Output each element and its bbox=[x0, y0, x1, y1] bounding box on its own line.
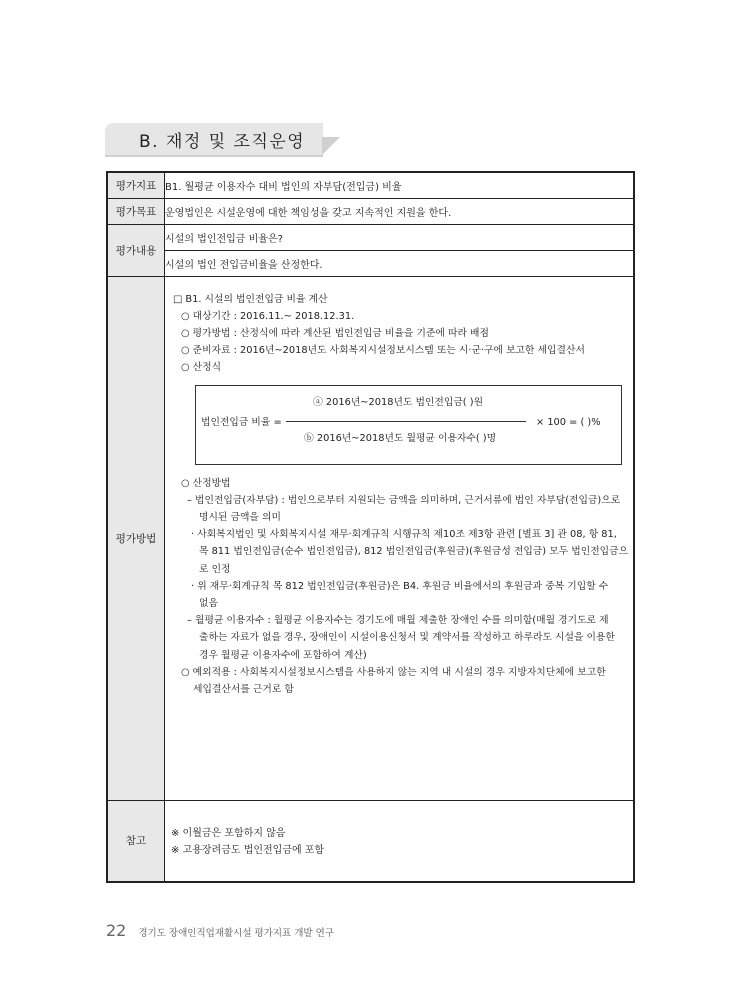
section-title: B. 재정 및 조직운영 bbox=[139, 131, 306, 152]
page-footer bbox=[106, 921, 334, 940]
calc-a-cont: 명시된 금액을 의미 bbox=[199, 511, 281, 523]
calc-d: – 월평균 이용자수 : 월평균 이용자수는 경기도에 매월 제출한 장애인 수를 의미함(매월 경기도로 제 bbox=[187, 615, 609, 627]
indicator-value: B1. 월평균 이용자수 대비 법인의 자부담(전입금) 비율 bbox=[165, 172, 635, 198]
formula-rhs: × 100 = ( )% bbox=[536, 416, 601, 428]
row-indicator bbox=[107, 172, 634, 198]
note-1: ※ 이월금은 포함하지 않음 bbox=[171, 827, 286, 839]
page-number: 22 bbox=[106, 921, 127, 940]
calc-b: · 사회복지법인 및 사회복지시설 재무·회계규칙 시행규칙 제10조 제3항 관련 [별표 3] 관 08, 항 81, bbox=[191, 529, 617, 541]
row-goal bbox=[107, 198, 634, 224]
formula-box bbox=[195, 385, 622, 465]
section-underline bbox=[105, 155, 323, 157]
calc-c-cont: 없음 bbox=[199, 597, 218, 609]
goal-value: 운영법인은 시설운영에 대한 책임성을 갖고 지속적인 지원을 한다. bbox=[165, 198, 635, 224]
method-label: 평가방법 bbox=[107, 276, 165, 800]
method-approach: ○ 평가방법 : 산정식에 따라 계산된 법인전입금 비율을 기준에 따라 배점 bbox=[181, 327, 489, 339]
formula-numerator: ⓐ 2016년~2018년도 법인전입금( )원 bbox=[313, 396, 484, 408]
evaluation-table bbox=[106, 171, 635, 883]
note-content bbox=[165, 800, 635, 882]
formula-denominator: ⓑ 2016년~2018년도 월평균 이용자수( )명 bbox=[304, 432, 497, 444]
formula-fraction-line bbox=[286, 421, 526, 422]
formula-lhs: 법인전입금 비율 = bbox=[201, 416, 282, 428]
calc-b-cont2: 로 인정 bbox=[199, 563, 231, 575]
calc-d-cont2: 경우 월평균 이용자수에 포함하여 계산) bbox=[199, 649, 367, 661]
method-content bbox=[165, 276, 635, 800]
method-period: ○ 대상기간 : 2016.11.~ 2018.12.31. bbox=[181, 310, 355, 322]
goal-label: 평가목표 bbox=[107, 198, 165, 224]
calc-title: ○ 산정방법 bbox=[181, 477, 231, 489]
indicator-label: 평가지표 bbox=[107, 172, 165, 198]
content-label: 평가내용 bbox=[107, 224, 165, 276]
method-heading: □ B1. 시설의 법인전입금 비율 계산 bbox=[173, 293, 328, 305]
exception-cont: 세입결산서를 근거로 함 bbox=[193, 683, 294, 695]
content-question: 시설의 법인전입금 비율은? bbox=[165, 224, 635, 250]
calc-c: · 위 재무·회계규칙 목 812 법인전입금(후원금)은 B4. 후원금 비율에서의 후원금과 중복 기입할 수 bbox=[191, 580, 609, 592]
row-content-2 bbox=[107, 250, 634, 276]
calc-b-cont: 목 811 법인전입금(순수 법인전입금), 812 법인전입금(후원금)(후원금성 전입금) 모두 법인전입금으 bbox=[199, 546, 629, 558]
section-header bbox=[105, 123, 323, 155]
note-2: ※ 고용장려금도 법인전입금에 포함 bbox=[171, 844, 325, 856]
content-statement: 시설의 법인 전입금비율을 산정한다. bbox=[165, 250, 635, 276]
method-materials: ○ 준비자료 : 2016년~2018년도 사회복지시설정보시스템 또는 시·군·구에 보고한 세입결산서 bbox=[181, 345, 585, 357]
row-method bbox=[107, 276, 634, 800]
exception: ○ 예외적용 : 사회복지시설정보시스템을 사용하지 않는 지역 내 시설의 경우 지방자치단체에 보고한 bbox=[181, 666, 606, 678]
calc-d-cont: 출하는 자료가 없을 경우, 장애인이 시설이용신청서 및 계약서를 작성하고 하루라도 시설을 이용한 bbox=[199, 632, 615, 644]
calc-a: – 법인전입금(자부담) : 법인으로부터 지원되는 금액을 의미하며, 근거서류에 법인 자부담(전입금)으로 bbox=[187, 494, 621, 506]
row-note bbox=[107, 800, 634, 882]
tab-fold-decoration bbox=[322, 137, 340, 155]
note-label: 참고 bbox=[107, 800, 165, 882]
footer-title: 경기도 장애인직업재활시설 평가지표 개발 연구 bbox=[138, 928, 334, 939]
row-content-1 bbox=[107, 224, 634, 250]
formula-title: ○ 산정식 bbox=[181, 362, 222, 374]
